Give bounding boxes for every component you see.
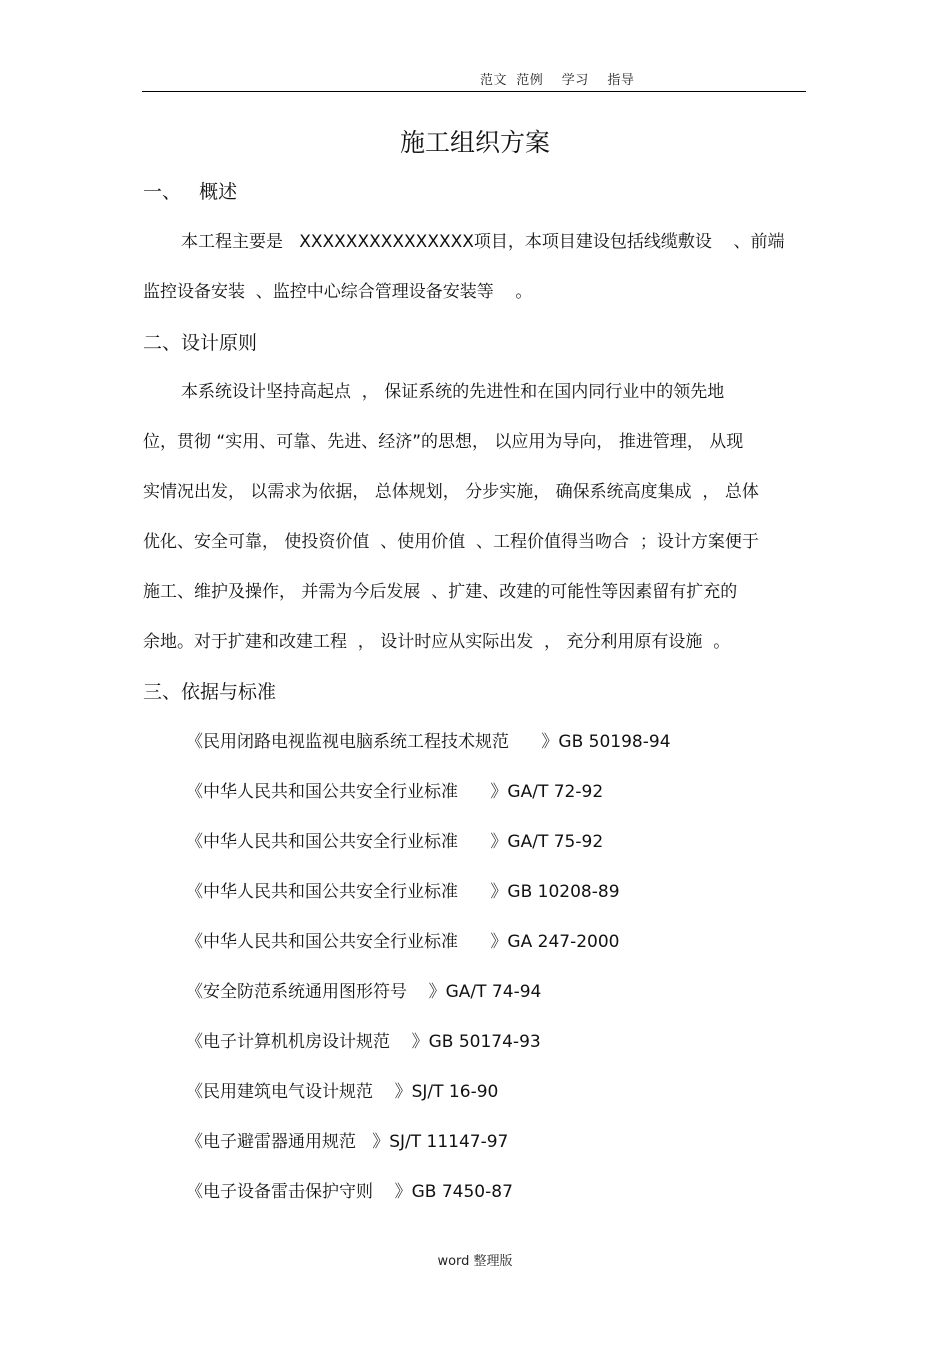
reference-item: 《中华人民共和国公共安全行业标准 》GA/T 75-92 [186,832,604,852]
document-title: 施工组织方案 [399,128,550,157]
reference-item: 《民用建筑电气设计规范 》SJ/T 16-90 [186,1082,499,1102]
reference-item: 《电子避雷器通用规范 》SJ/T 11147-97 [186,1132,509,1152]
reference-item: 《中华人民共和国公共安全行业标准 》GA/T 72-92 [186,782,604,802]
reference-item: 《中华人民共和国公共安全行业标准 》GA 247-2000 [186,932,620,952]
reference-item: 《民用闭路电视监视电脑系统工程技术规范 》GB 50198-94 [186,732,671,752]
paragraph-line: 本系统设计坚持高起点 ， 保证系统的先进性和在国内同行业中的领先地 [181,382,725,402]
paragraph-line: 优化、安全可靠， 使投资价值 、使用价值 、工程价值得当吻合 ；设计方案便于 [143,532,759,552]
paragraph-line: 监控设备安装 、监控中心综合管理设备安装等 。 [143,282,533,302]
header-text: 范文 范例 学习 指导 [480,73,635,88]
reference-item: 《中华人民共和国公共安全行业标准 》GB 10208-89 [186,882,620,902]
paragraph-line: 位，贯彻 “实用、可靠、先进、经济”的思想， 以应用为导向， 推进管理， 从现 [143,432,744,452]
paragraph-line: 余地。对于扩建和改建工程 ， 设计时应从实际出发 ， 充分利用原有设施 。 [143,632,731,652]
paragraph-line: 施工、维护及操作， 并需为今后发展 、扩建、改建的可能性等因素留有扩充的 [143,582,738,602]
paragraph-line: 实情况出发， 以需求为依据， 总体规划， 分步实施， 确保系统高度集成 ， 总体 [143,482,759,502]
reference-item: 《安全防范系统通用图形符号 》GA/T 74-94 [186,982,542,1002]
page-footer: word 整理版 [437,1254,513,1269]
section-heading-overview: 一、 概述 [143,181,238,203]
header-divider [142,91,806,92]
reference-item: 《电子计算机机房设计规范 》GB 50174-93 [186,1032,541,1052]
section-heading-standards: 三、依据与标准 [143,681,277,703]
section-heading-design-principles: 二、设计原则 [143,332,258,354]
paragraph-line: 本工程主要是 XXXXXXXXXXXXXXX项目，本项目建设包括线缆敷设 、前端 [181,232,785,252]
reference-item: 《电子设备雷击保护守则 》GB 7450-87 [186,1182,513,1202]
